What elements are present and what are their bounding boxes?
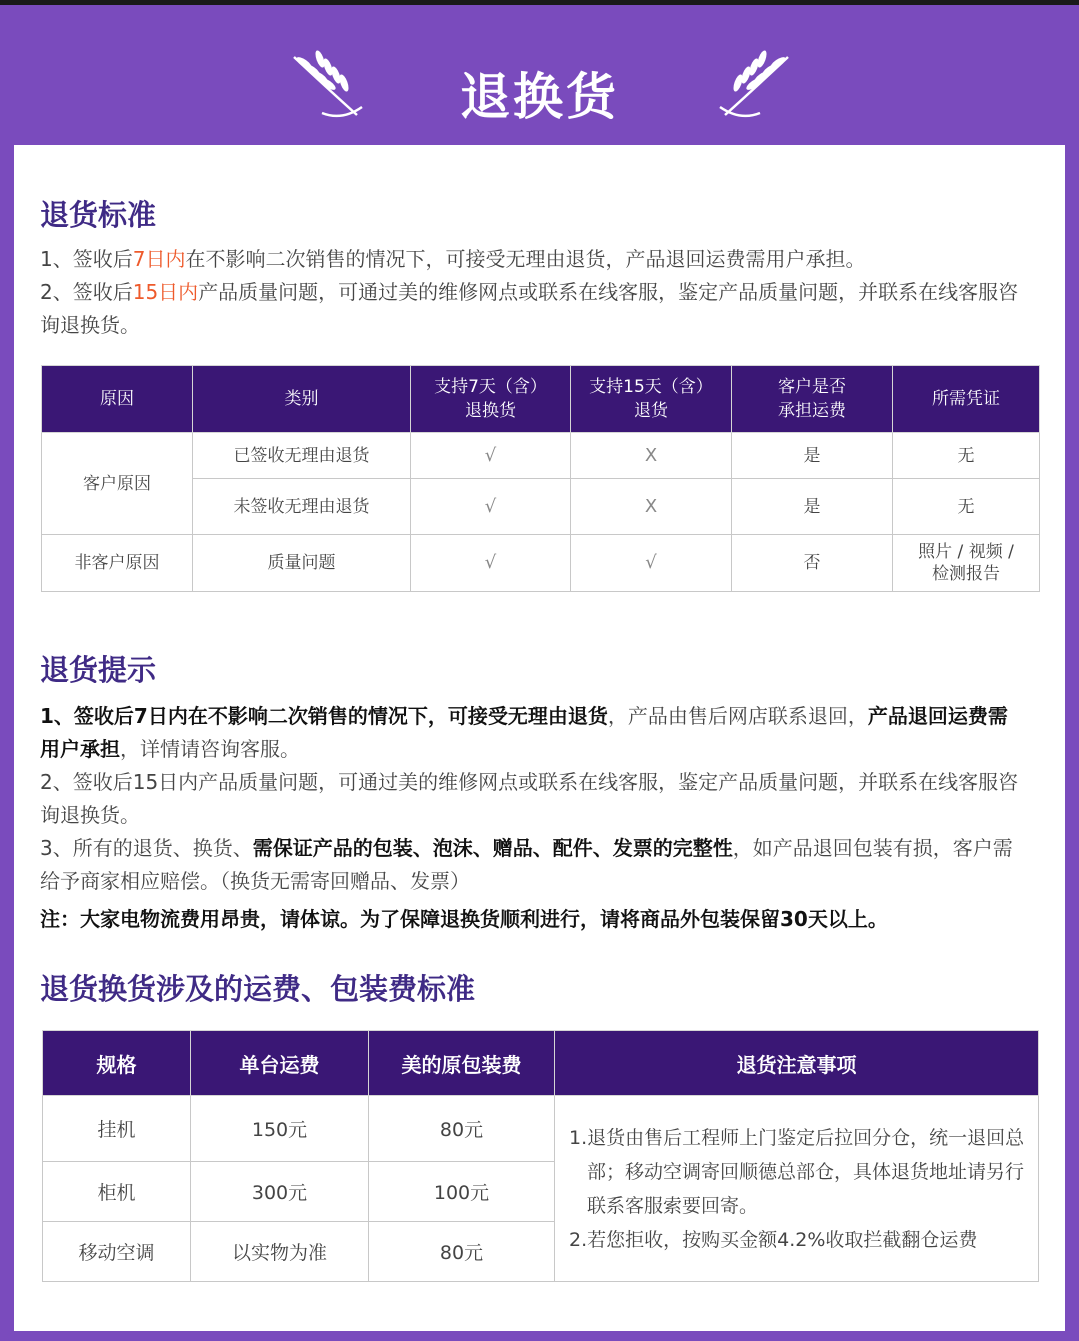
cell-category: 未签收无理由退货 — [193, 479, 411, 535]
text-segment: 3、所有的退货、换货、 — [40, 836, 253, 860]
header-text: 客户是否 承担运费 — [778, 377, 846, 421]
cell-proof — [893, 535, 1040, 592]
cell-7day: √ — [411, 433, 571, 479]
header-text: 支持15天（含） 退货 — [589, 377, 713, 421]
cell-fee: 是 — [732, 433, 893, 479]
header-text: 类别 — [284, 389, 319, 409]
text-segment: ，详情请咨询客服。 — [120, 737, 300, 761]
table-row — [43, 1096, 1039, 1162]
cell-fee: 否 — [732, 535, 893, 592]
text-segment: 1、签收后 — [40, 247, 133, 271]
text-segment: 在不影响二次销售的情况下，可接受无理由退货，产品退回运费需用户承担。 — [185, 247, 866, 271]
tip-bold: 产品退回运费需用户承担 — [40, 704, 1008, 761]
cell-shipping: 150元 — [191, 1096, 369, 1162]
return-standard-table — [41, 365, 1040, 592]
proof-text: 照片 / 视频 / 检测报告 — [918, 542, 1014, 584]
col-header-reason — [42, 366, 193, 433]
cell-15day: X — [571, 479, 732, 535]
cell-category: 质量问题 — [193, 535, 411, 592]
col-header-proof — [893, 366, 1040, 433]
fee-standard-table — [42, 1030, 1039, 1282]
header-text: 所需凭证 — [932, 389, 1000, 409]
cell-15day: √ — [571, 535, 732, 592]
col-header-spec: 规格 — [43, 1031, 191, 1096]
header-text: 原因 — [100, 389, 134, 409]
return-tips-text — [40, 700, 1020, 898]
return-note-2: 2.若您拒收，按购买金额4.2%收取拦截翻仓运费 — [569, 1228, 978, 1251]
cell-packaging: 80元 — [369, 1222, 555, 1282]
cell-7day: √ — [411, 479, 571, 535]
cell-spec: 挂机 — [43, 1096, 191, 1162]
table-row — [42, 433, 1040, 479]
highlight-7-days: 7日内 — [132, 247, 186, 271]
col-header-packaging: 美的原包装费 — [369, 1031, 555, 1096]
cell-7day: √ — [411, 535, 571, 592]
tip-bold: 1、签收后7日内在不影响二次销售的情况下，可接受无理由退货 — [40, 704, 608, 728]
col-header-notes: 退货注意事项 — [555, 1031, 1039, 1096]
shipping-note: 注：大家电物流费用昂贵，请体谅。为了保障退换货顺利进行，请将商品外包装保留30天以上。 — [40, 907, 888, 931]
header-text: 支持7天（含） 退换货 — [434, 377, 547, 421]
cell-spec: 移动空调 — [43, 1222, 191, 1282]
col-header-category — [193, 366, 411, 433]
return-note-1: 1.退货由售后工程师上门鉴定后拉回分仓，统一退回总部；移动空调寄回顺德总部仓，具体退货地址请另行联系客服索要回寄。 — [569, 1126, 1025, 1217]
cell-fee: 是 — [732, 479, 893, 535]
cell-category: 已签收无理由退货 — [193, 433, 411, 479]
reason-customer: 客户原因 — [42, 433, 193, 535]
col-header-7day — [411, 366, 571, 433]
text-segment: ，如产品退回包装有损，客户需给予商家相应赔偿。（换货无需寄回赠品、发票） — [40, 836, 1013, 893]
text-segment: 产品质量问题，可通过美的维修网点或联系在线客服，鉴定产品质量问题，并联系在线客服咨询退换货。 — [40, 280, 1019, 337]
text-segment: 2、签收后 — [40, 280, 133, 304]
standard-line-1 — [40, 243, 1020, 276]
standard-line-2 — [40, 276, 1020, 342]
wheat-right-icon — [710, 43, 800, 123]
highlight-15-days: 15日内 — [132, 280, 199, 304]
page-header — [0, 5, 1079, 145]
tip-3 — [40, 832, 1020, 898]
tip-bold: 需保证产品的包装、泡沫、赠品、配件、发票的完整性 — [252, 836, 733, 860]
cell-proof: 无 — [893, 433, 1040, 479]
cell-shipping: 以实物为准 — [191, 1222, 369, 1282]
return-standard-text — [40, 243, 1020, 342]
section-title-return-standard: 退货标准 — [40, 198, 157, 232]
cell-packaging: 80元 — [369, 1096, 555, 1162]
cell-15day: X — [571, 433, 732, 479]
tip-2: 2、签收后15日内产品质量问题，可通过美的维修网点或联系在线客服，鉴定产品质量问题，并联系在线客服咨询退换货。 — [40, 770, 1019, 827]
text-segment: ，产品由售后网店联系退回， — [607, 704, 868, 728]
page-title: 退换货 — [460, 68, 619, 126]
cell-shipping: 300元 — [191, 1162, 369, 1222]
reason-noncustomer: 非客户原因 — [42, 535, 193, 592]
section-title-fee-standard: 退货换货涉及的运费、包装费标准 — [40, 972, 476, 1006]
cell-packaging: 100元 — [369, 1162, 555, 1222]
tip-1 — [40, 700, 1020, 766]
col-header-15day — [571, 366, 732, 433]
cell-spec: 柜机 — [43, 1162, 191, 1222]
content-card — [14, 145, 1065, 1331]
section-title-return-tips: 退货提示 — [40, 653, 157, 687]
table-row — [42, 535, 1040, 592]
cell-proof: 无 — [893, 479, 1040, 535]
return-notes-cell — [555, 1096, 1039, 1282]
col-header-shipping: 单台运费 — [191, 1031, 369, 1096]
col-header-fee — [732, 366, 893, 433]
